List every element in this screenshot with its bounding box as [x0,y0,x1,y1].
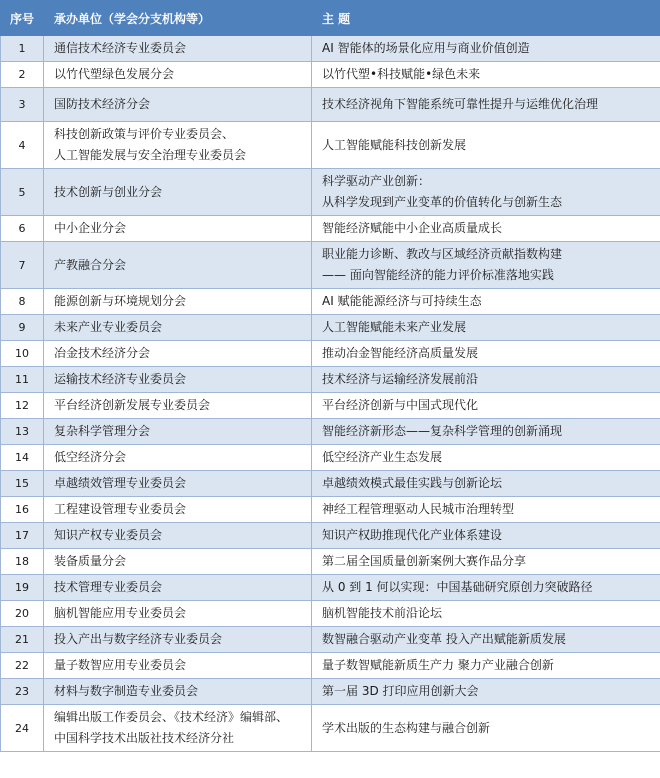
organizer-cell [44,471,312,497]
organizer-text: 平台经济创新发展专业委员会 [54,398,211,412]
table-row [1,393,660,419]
organizer-text: 国防技术经济分会 [54,97,151,111]
row-number: 15 [1,471,44,497]
organizer-cell [44,169,312,216]
organizer-cell [44,289,312,315]
table-row [1,601,660,627]
row-number: 6 [1,216,44,242]
organizer-text: 以竹代塑绿色发展分会 [54,67,175,81]
organizer-cell [44,705,312,752]
table-row [1,341,660,367]
organizer-text: 量子数智应用专业委员会 [54,658,187,672]
topic-text: 数智融合驱动产业变革 投入产出赋能新质发展 [322,632,566,646]
organizer-cell [44,122,312,169]
table-header-row [1,1,660,36]
topic-cell [312,679,660,705]
topic-cell [312,315,660,341]
organizer-cell [44,242,312,289]
topic-text: 学术出版的生态构建与融合创新 [322,720,491,735]
organizer-text: 人工智能发展与安全治理专业委员会 [54,148,247,162]
organizer-cell [44,367,312,393]
organizer-cell [44,679,312,705]
table-row [1,419,660,445]
topic-cell [312,601,660,627]
row-number: 4 [1,122,44,169]
topic-text: 推动冶金智能经济高质量发展 [322,346,479,360]
organizer-text: 技术创新与创业分会 [54,184,163,199]
table-row [1,122,660,169]
organizer-cell [44,575,312,601]
topic-cell [312,341,660,367]
header-number: 序号 [1,1,44,36]
table-row [1,471,660,497]
organizer-cell [44,419,312,445]
organizer-cell [44,341,312,367]
row-number: 11 [1,367,44,393]
topic-text: 智能经济赋能中小企业高质量成长 [322,221,503,235]
row-number: 5 [1,169,44,216]
organizer-cell [44,549,312,575]
row-number: 2 [1,62,44,88]
organizer-text: 中国科学技术出版社技术经济分社 [54,731,235,745]
organizer-cell [44,627,312,653]
organizer-cell [44,445,312,471]
table-row [1,653,660,679]
topic-cell [312,393,660,419]
row-number: 21 [1,627,44,653]
table-row [1,705,660,752]
organizer-text: 编辑出版工作委员会、《技术经济》编辑部、 [54,710,289,724]
topic-cell [312,122,660,169]
topic-text: 人工智能赋能未来产业发展 [322,320,467,334]
topic-cell [312,523,660,549]
topic-cell [312,419,660,445]
organizer-text: 脑机智能应用专业委员会 [54,606,187,620]
topic-text: 第一届 3D 打印应用创新大会 [322,684,479,698]
organizer-text: 中小企业分会 [54,221,127,235]
topic-text: 从科学发现到产业变革的价值转化与创新生态 [322,195,563,209]
organizer-text: 工程建设管理专业委员会 [54,502,187,516]
organizer-text: 装备质量分会 [54,554,127,568]
table-row [1,315,660,341]
table-row [1,242,660,289]
table-row [1,679,660,705]
organizer-text: 投入产出与数字经济专业委员会 [54,632,223,646]
organizer-text: 未来产业专业委员会 [54,320,163,334]
topic-text: 智能经济新形态——复杂科学管理的创新涌现 [322,424,563,438]
row-number: 9 [1,315,44,341]
organizer-text: 卓越绩效管理专业委员会 [54,476,187,490]
organizer-text: 科技创新政策与评价专业委员会、 [54,127,235,141]
topic-cell [312,62,660,88]
topic-text: 平台经济创新与中国式现代化 [322,398,479,412]
row-number: 3 [1,88,44,122]
row-number: 13 [1,419,44,445]
table-row [1,216,660,242]
topic-text: 人工智能赋能科技创新发展 [322,137,467,152]
topic-text: 量子数智赋能新质生产力 聚力产业融合创新 [322,658,554,672]
table-row [1,523,660,549]
row-number: 14 [1,445,44,471]
topic-text: 第二届全国质量创新案例大赛作品分享 [322,554,527,568]
table-row [1,445,660,471]
organizer-cell [44,653,312,679]
topic-cell [312,88,660,122]
organizer-cell [44,216,312,242]
topic-cell [312,627,660,653]
topic-text: 低空经济产业生态发展 [322,450,443,464]
organizer-text: 运输技术经济专业委员会 [54,372,187,386]
table-row [1,36,660,62]
organizer-text: 通信技术经济专业委员会 [54,41,187,55]
topic-text: 从 0 到 1 何以实现：中国基础研究原创力突破路径 [322,580,593,594]
topic-text: 技术经济与运输经济发展前沿 [322,372,479,386]
table-row [1,627,660,653]
table-row [1,88,660,122]
header-unit: 承办单位（学会分支机构等） [44,1,312,36]
topic-text: 神经工程管理驱动人民城市治理转型 [322,502,515,516]
organizer-text: 冶金技术经济分会 [54,346,151,360]
organizer-text: 知识产权专业委员会 [54,528,163,542]
organizer-cell [44,393,312,419]
row-number: 23 [1,679,44,705]
table-row [1,289,660,315]
table-row [1,549,660,575]
row-number: 19 [1,575,44,601]
organizer-cell [44,36,312,62]
row-number: 1 [1,36,44,62]
topic-text: 以竹代塑•科技赋能•绿色未来 [322,67,481,81]
topic-text: 科学驱动产业创新： [322,174,431,188]
topic-text: —— 面向智能经济的能力评价标准落地实践 [322,268,554,282]
organizer-cell [44,88,312,122]
organizer-text: 低空经济分会 [54,450,127,464]
organizer-cell [44,62,312,88]
topic-text: 知识产权助推现代化产业体系建设 [322,528,503,542]
topic-text: 职业能力诊断、教改与区域经济贡献指数构建 [322,247,563,261]
topic-text: 卓越绩效模式最佳实践与创新论坛 [322,476,503,490]
header-topic: 主 题 [312,1,660,36]
organizer-text: 复杂科学管理分会 [54,424,151,438]
row-number: 12 [1,393,44,419]
organizer-cell [44,497,312,523]
row-number: 8 [1,289,44,315]
topic-cell [312,242,660,289]
topic-text: AI 赋能能源经济与可持续生态 [322,294,482,308]
topic-cell [312,705,660,752]
topic-cell [312,216,660,242]
topic-cell [312,471,660,497]
row-number: 10 [1,341,44,367]
topic-cell [312,169,660,216]
row-number: 17 [1,523,44,549]
topic-cell [312,653,660,679]
organizer-text: 能源创新与环境规划分会 [54,294,187,308]
row-number: 18 [1,549,44,575]
topic-text: AI 智能体的场景化应用与商业价值创造 [322,41,530,55]
organizer-cell [44,601,312,627]
row-number: 16 [1,497,44,523]
organizer-text: 产教融合分会 [54,257,127,272]
row-number: 20 [1,601,44,627]
topic-cell [312,445,660,471]
organizer-text: 材料与数字制造专业委员会 [54,684,199,698]
table-body [1,36,660,752]
topic-cell [312,367,660,393]
table-row [1,62,660,88]
table-row [1,575,660,601]
topic-cell [312,289,660,315]
topic-cell [312,497,660,523]
topic-text: 技术经济视角下智能系统可靠性提升与运维优化治理 [322,97,599,111]
row-number: 24 [1,705,44,752]
topic-text: 脑机智能技术前沿论坛 [322,606,443,620]
organizer-cell [44,523,312,549]
row-number: 7 [1,242,44,289]
organizer-text: 技术管理专业委员会 [54,580,163,594]
topic-cell [312,36,660,62]
organizer-cell [44,315,312,341]
row-number: 22 [1,653,44,679]
table-row [1,169,660,216]
topic-cell [312,575,660,601]
topic-cell [312,549,660,575]
table-row [1,367,660,393]
table-row [1,497,660,523]
